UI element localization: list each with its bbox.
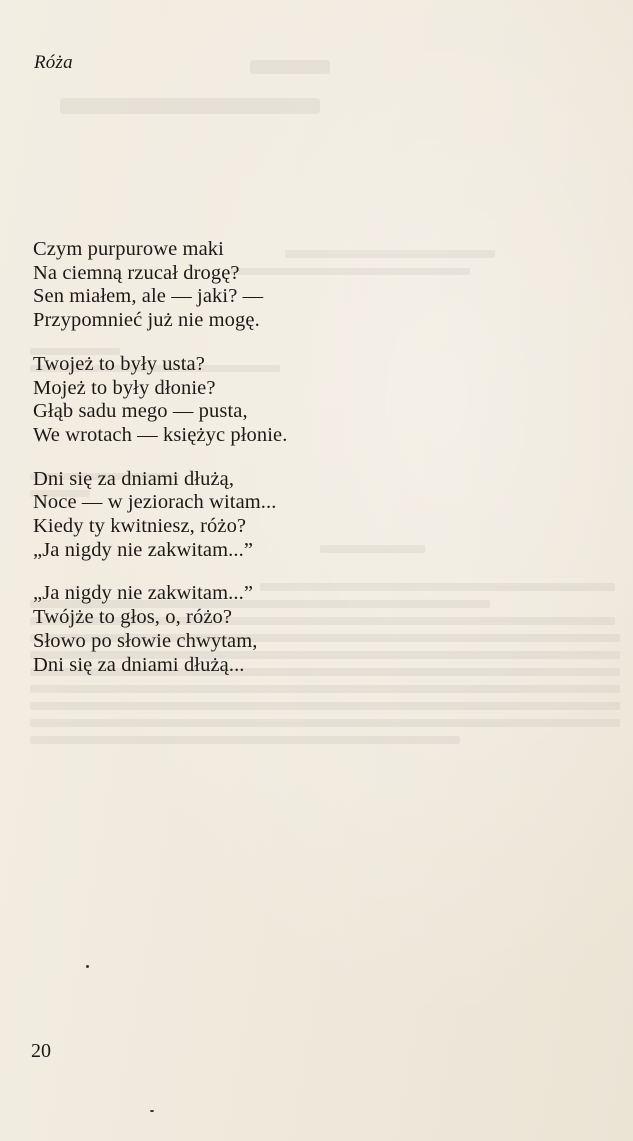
poem-line: Mojeż to były dłonie? <box>33 376 216 399</box>
poem-title: Róża <box>34 52 73 73</box>
poem-line: Dni się za dniami dłużą... <box>33 653 245 676</box>
poem-line: Dni się za dniami dłużą, <box>33 467 235 490</box>
poem-line: Na ciemną rzucał drogę? <box>33 261 240 284</box>
poem-line: Twójże to głos, o, różo? <box>33 606 233 629</box>
stanza <box>33 582 453 677</box>
poem-line: Słowo po słowie chwytam, <box>33 629 258 652</box>
poem-line: Głąb sadu mego — pusta, <box>33 400 248 423</box>
paper-speck <box>86 965 89 968</box>
poem-body <box>33 238 453 697</box>
stanza <box>33 468 453 563</box>
poem-line: Przypomnieć już nie mogę. <box>33 309 260 332</box>
page-number: 20 <box>31 1040 51 1062</box>
poem-line: Kiedy ty kwitniesz, różo? <box>33 515 247 538</box>
stanza <box>33 238 453 333</box>
stanza <box>33 353 453 448</box>
poem-line: „Ja nigdy nie zakwitam...” <box>33 538 254 561</box>
poem-line: Czym purpurowe maki <box>33 238 224 260</box>
poem-line: We wrotach — księżyc płonie. <box>33 423 288 446</box>
poem-line: Twojeż to były usta? <box>33 352 205 375</box>
poem-line: „Ja nigdy nie zakwitam...” <box>33 582 254 605</box>
poem-line: Sen miałem, ale — jaki? — <box>33 285 264 308</box>
poem-line: Noce — w jeziorach witam... <box>33 491 277 514</box>
paper-speck <box>150 1110 154 1112</box>
